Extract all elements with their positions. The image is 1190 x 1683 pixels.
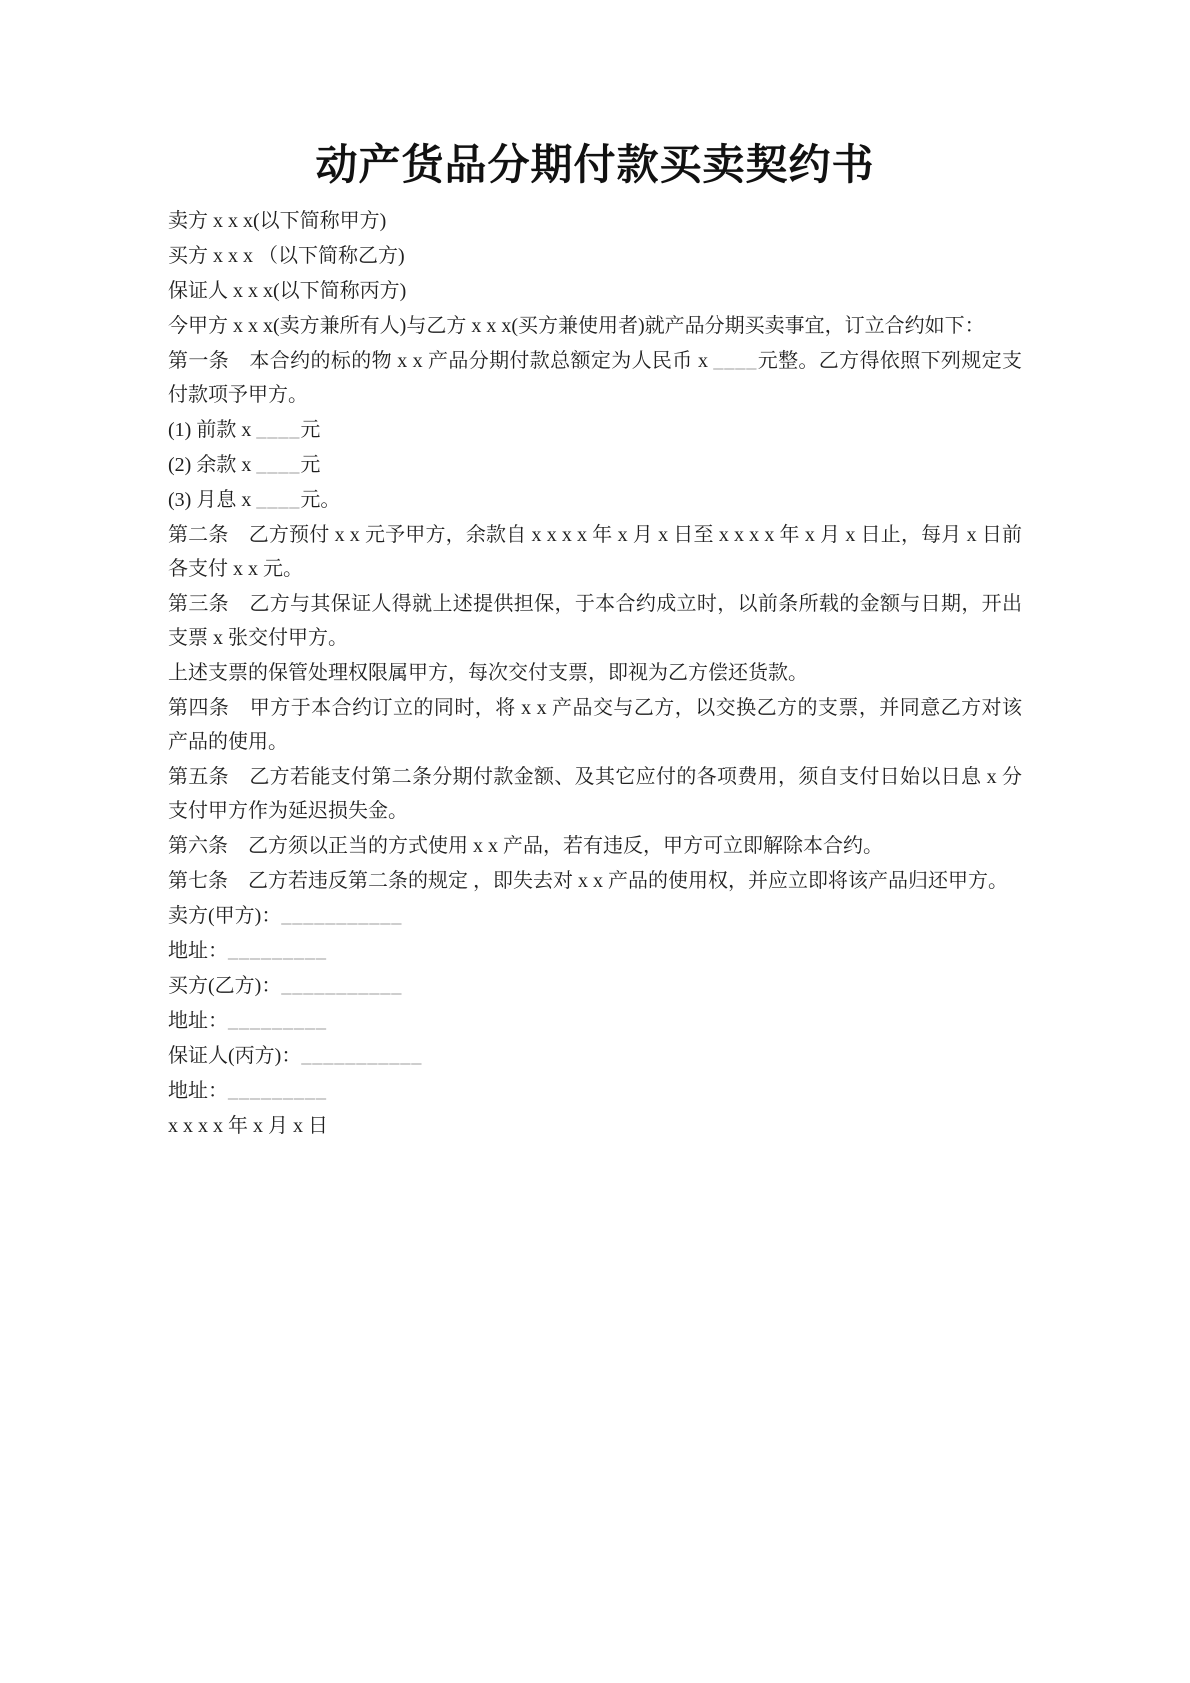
text-run: 保证人(丙方)： (168, 1045, 302, 1067)
text-run: 卖方 x x x(以下简称甲方) (168, 210, 387, 232)
text-run: (3) 月息 x (168, 489, 257, 511)
paragraph (168, 1109, 1022, 1143)
paragraph (168, 274, 1022, 308)
text-run: (2) 余款 x (168, 454, 257, 476)
text-run: 第五条 乙方若能支付第二条分期付款金额、及其它应付的各项费用，须自支付日始以日息 x 分支付甲方作为延迟损失金。 (168, 766, 1022, 822)
paragraph (168, 448, 1022, 482)
blank-line: _________ (228, 940, 327, 962)
blank-line: ____ (256, 489, 301, 511)
blank-line: ___________ (281, 975, 403, 997)
paragraph (168, 899, 1022, 933)
document-title: 动产货品分期付款买卖契约书 (315, 143, 875, 189)
text-run: 元整。乙方得依照下列规定支付款项予甲方。 (168, 350, 1023, 406)
text-run: 保证人 x x x(以下简称丙方) (168, 280, 407, 302)
text-run: 今甲方 x x x(卖方兼所有人)与乙方 x x x(买方兼使用者)就产品分期买卖事宜，订立合约如下： (168, 315, 985, 337)
paragraph (168, 204, 1022, 238)
text-run: 元 (300, 454, 321, 476)
paragraph (168, 934, 1022, 968)
text-run: 第四条 甲方于本合约订立的同时，将 x x 产品交与乙方，以交换乙方的支票，并同意乙方对该产品的使用。 (168, 697, 1022, 753)
text-run: 第七条 乙方若违反第二条的规定 ，即失去对 x x 产品的使用权，并应立即将该产品归还甲方。 (168, 870, 1008, 892)
blank-line: ____ (256, 419, 301, 441)
paragraph (168, 1004, 1022, 1038)
text-run: 第二条 乙方预付 x x 元予甲方，余款自 x x x x 年 x 月 x 日至 x x x x 年 x 月 x 日止，每月 x 日前各支付 x x 元。 (168, 524, 1022, 580)
paragraph (168, 344, 1022, 412)
document-body (168, 204, 1022, 1143)
text-run: 地址： (168, 940, 228, 962)
paragraph (168, 309, 1022, 343)
blank-line: _________ (228, 1080, 327, 1102)
blank-line: ___________ (301, 1045, 423, 1067)
paragraph (168, 413, 1022, 447)
text-run: 卖方(甲方)： (168, 905, 282, 927)
text-run: 地址： (168, 1010, 228, 1032)
text-run: (1) 前款 x (168, 419, 257, 441)
text-run: 元 (300, 419, 321, 441)
paragraph (168, 864, 1022, 898)
paragraph (168, 656, 1022, 690)
blank-line: ___________ (281, 905, 403, 927)
paragraph (168, 691, 1022, 759)
blank-line: ____ (256, 454, 301, 476)
text-run: 地址： (168, 1080, 228, 1102)
paragraph (168, 969, 1022, 1003)
paragraph (168, 518, 1022, 586)
text-run: x x x x 年 x 月 x 日 (168, 1115, 328, 1137)
text-run: 第六条 乙方须以正当的方式使用 x x 产品，若有违反，甲方可立即解除本合约。 (168, 835, 883, 857)
text-run: 第三条 乙方与其保证人得就上述提供担保，于本合约成立时，以前条所载的金额与日期，开出支票 x 张交付甲方。 (168, 593, 1022, 649)
paragraph (168, 829, 1022, 863)
paragraph (168, 239, 1022, 273)
text-run: 买方(乙方)： (168, 975, 282, 997)
text-run: 元。 (300, 489, 341, 511)
text-run: 买方 x x x （以下简称乙方) (168, 245, 405, 267)
text-run: 第一条 本合约的标的物 x x 产品分期付款总额定为人民币 x (168, 350, 714, 372)
blank-line: _________ (228, 1010, 327, 1032)
text-run: 上述支票的保管处理权限属甲方，每次交付支票，即视为乙方偿还货款。 (168, 662, 808, 684)
paragraph (168, 1074, 1022, 1108)
paragraph (168, 760, 1022, 828)
paragraph (168, 587, 1022, 655)
paragraph (168, 483, 1022, 517)
paragraph (168, 1039, 1022, 1073)
blank-line: ____ (713, 350, 758, 372)
